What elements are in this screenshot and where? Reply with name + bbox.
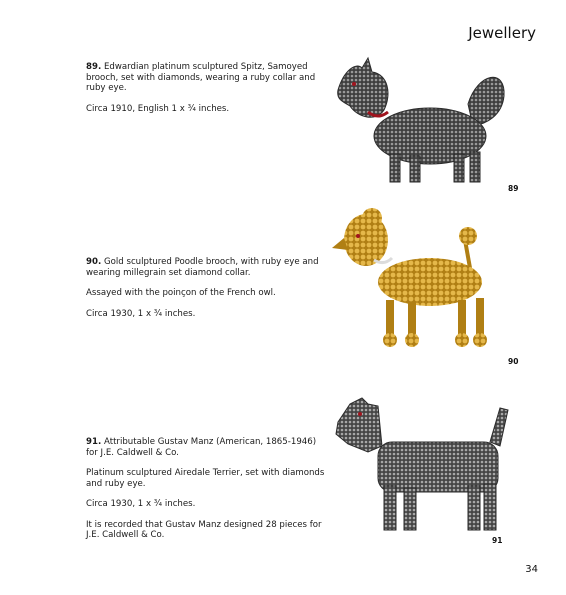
entry-89	[86, 62, 326, 124]
entry-title: Edwardian platinum sculptured Spitz, Samoyed brooch, set with diamonds, wearing a ruby collar and ruby eye.	[86, 62, 316, 93]
entry-title: Gold sculptured Poodle brooch, with ruby eye and wearing millegrain set diamond collar.	[86, 257, 319, 278]
entry-detail: Circa 1930, 1 x ¾ inches.	[86, 308, 196, 319]
spitz-brooch-image	[318, 54, 518, 189]
entry-detail: Circa 1930, 1 x ¾ inches.	[86, 499, 196, 509]
page-number: 34	[525, 564, 538, 575]
entry-number: 89.	[86, 62, 102, 72]
poodle-brooch-image	[330, 200, 520, 360]
figure-label-89: 89	[508, 184, 519, 193]
entry-detail: Platinum sculptured Airedale Terrier, set with diamonds and ruby eye.	[86, 468, 325, 489]
entry-detail: It is recorded that Gustav Manz designed 28 pieces for J.E. Caldwell & Co.	[86, 519, 322, 540]
entry-number: 91.	[86, 437, 102, 447]
entry-title: Attributable Gustav Manz (American, 1865-1946) for J.E. Caldwell & Co.	[86, 437, 317, 458]
figure-label-91: 91	[492, 536, 503, 545]
entry-description	[86, 437, 326, 458]
entry-number: 90.	[86, 257, 102, 267]
entry-91	[86, 437, 326, 551]
figure-label-90: 90	[508, 357, 519, 366]
entry-description	[86, 62, 326, 94]
entry-description	[86, 257, 326, 278]
entry-detail: Assayed with the poinçon of the French owl.	[86, 288, 276, 298]
section-title: Jewellery	[468, 24, 536, 42]
entry-detail: Circa 1910, English 1 x ¾ inches.	[86, 103, 230, 114]
airedale-brooch-image	[328, 392, 518, 542]
entry-90	[86, 257, 326, 329]
